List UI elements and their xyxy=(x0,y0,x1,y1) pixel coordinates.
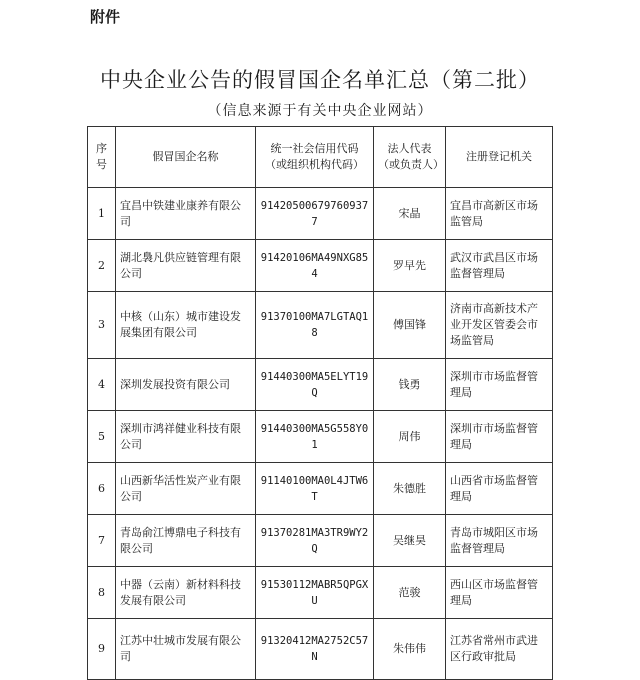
table-row xyxy=(88,292,553,359)
row-company-name: 青岛俞江博鼎电子科技有限公司 xyxy=(116,515,256,567)
row-credit-code: 91140100MA0L4JTW6 T xyxy=(256,463,374,515)
counterfeit-soe-table xyxy=(87,126,553,680)
header-index: 序号 xyxy=(88,127,116,188)
row-legal-rep: 钱勇 xyxy=(374,359,446,411)
row-legal-rep: 罗早先 xyxy=(374,240,446,292)
row-credit-code: 91370281MA3TR9WY2 Q xyxy=(256,515,374,567)
table-row xyxy=(88,515,553,567)
row-company-name: 中核（山东）城市建设发展集团有限公司 xyxy=(116,292,256,359)
row-company-name: 山西新华活性炭产业有限公司 xyxy=(116,463,256,515)
row-legal-rep: 宋晶 xyxy=(374,188,446,240)
table-header-row xyxy=(88,127,553,188)
row-authority: 深圳市市场监督管理局 xyxy=(446,411,553,463)
header-rep: 法人代表（或负责人） xyxy=(374,127,446,188)
row-company-name: 江苏中壮城市发展有限公司 xyxy=(116,619,256,680)
row-index: 7 xyxy=(88,515,116,567)
row-index: 2 xyxy=(88,240,116,292)
row-index: 6 xyxy=(88,463,116,515)
row-index: 5 xyxy=(88,411,116,463)
table-row xyxy=(88,463,553,515)
row-index: 3 xyxy=(88,292,116,359)
row-index: 8 xyxy=(88,567,116,619)
row-index: 1 xyxy=(88,188,116,240)
row-authority: 武汉市武昌区市场监督管理局 xyxy=(446,240,553,292)
row-authority: 宜昌市高新区市场监管局 xyxy=(446,188,553,240)
row-authority: 山西省市场监督管理局 xyxy=(446,463,553,515)
row-legal-rep: 周伟 xyxy=(374,411,446,463)
row-credit-code: 91440300MA5G558Y0 1 xyxy=(256,411,374,463)
document-subtitle: （信息来源于有关中央企业网站） xyxy=(207,103,433,119)
row-credit-code: 91440300MA5ELYT19 Q xyxy=(256,359,374,411)
row-legal-rep: 朱伟伟 xyxy=(374,619,446,680)
row-legal-rep: 朱德胜 xyxy=(374,463,446,515)
row-credit-code: 91320412MA2752C57 N xyxy=(256,619,374,680)
row-authority: 深圳市市场监督管理局 xyxy=(446,359,553,411)
row-authority: 济南市高新技术产业开发区管委会市场监管局 xyxy=(446,292,553,359)
row-company-name: 中器（云南）新材料科技发展有限公司 xyxy=(116,567,256,619)
header-name: 假冒国企名称 xyxy=(116,127,256,188)
row-legal-rep: 傅国锋 xyxy=(374,292,446,359)
row-credit-code: 91420500679760937 7 xyxy=(256,188,374,240)
row-credit-code: 91370100MA7LGTAQ1 8 xyxy=(256,292,374,359)
row-authority: 西山区市场监督管理局 xyxy=(446,567,553,619)
table-row xyxy=(88,188,553,240)
table-row xyxy=(88,619,553,680)
header-code: 统一社会信用代码（或组织机构代码） xyxy=(256,127,374,188)
table-row xyxy=(88,359,553,411)
row-credit-code: 91530112MABR5QPGX U xyxy=(256,567,374,619)
row-index: 4 xyxy=(88,359,116,411)
row-credit-code: 91420106MA49NXG85 4 xyxy=(256,240,374,292)
row-authority: 江苏省常州市武进区行政审批局 xyxy=(446,619,553,680)
document-title: 中央企业公告的假冒国企名单汇总（第二批） xyxy=(100,68,540,92)
row-company-name: 宜昌中铁建业康养有限公司 xyxy=(116,188,256,240)
row-legal-rep: 吴继昊 xyxy=(374,515,446,567)
attachment-label: 附件 xyxy=(90,8,121,26)
row-company-name: 湖北裊凡供应链管理有限公司 xyxy=(116,240,256,292)
header-authority: 注册登记机关 xyxy=(446,127,553,188)
row-index: 9 xyxy=(88,619,116,680)
table-row xyxy=(88,567,553,619)
row-authority: 青岛市城阳区市场监督管理局 xyxy=(446,515,553,567)
table-row xyxy=(88,240,553,292)
table-row xyxy=(88,411,553,463)
row-company-name: 深圳发展投资有限公司 xyxy=(116,359,256,411)
row-legal-rep: 范骏 xyxy=(374,567,446,619)
row-company-name: 深圳市鸿祥健业科技有限公司 xyxy=(116,411,256,463)
